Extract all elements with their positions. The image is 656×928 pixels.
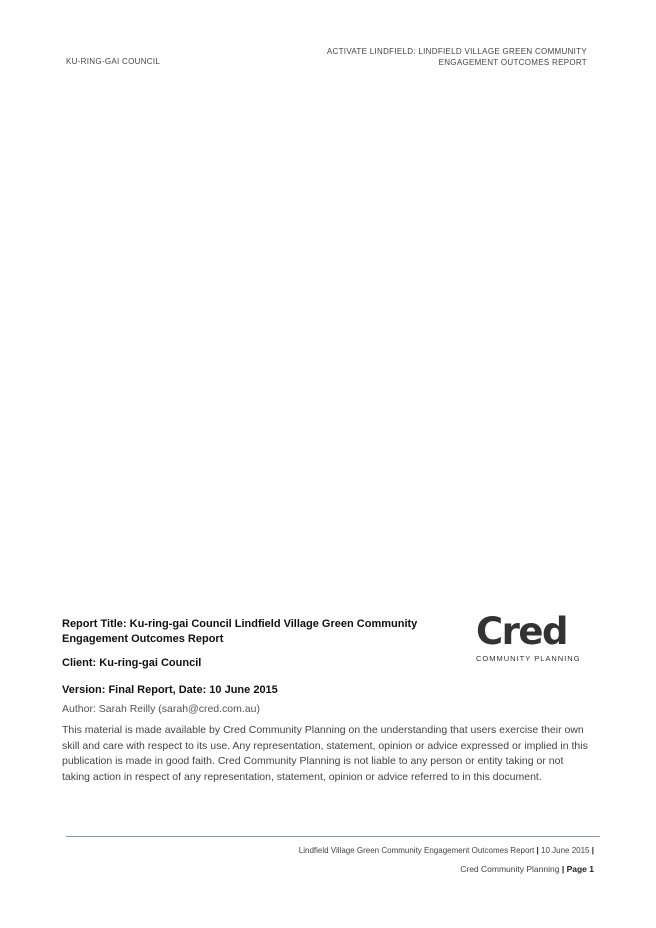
footer-report-name: Lindfield Village Green Community Engagement Outcomes Report: [298, 846, 535, 855]
author-line: Author: Sarah Reilly (sarah@cred.com.au): [62, 703, 260, 715]
header-title-line-1: ACTIVATE LINDFIELD: LINDFIELD VILLAGE GREEN COMMUNITY: [326, 47, 587, 56]
footer-line-1: [299, 846, 594, 855]
client-line: Client: Ku-ring-gai Council: [62, 657, 202, 669]
footer-separator: |: [591, 846, 594, 855]
footer-date: 10 June 2015: [541, 846, 590, 855]
header-report-title: [287, 46, 587, 68]
cred-logo: [476, 612, 586, 663]
footer-separator: |: [561, 864, 565, 874]
footer-line-2: [460, 864, 594, 874]
report-title: Report Title: Ku-ring-gai Council Lindfield Village Green Community Engagement Outcomes Report: [62, 618, 418, 645]
logo-wordmark: Cred: [476, 610, 567, 653]
footer-divider: [66, 836, 600, 837]
footer-organisation: Cred Community Planning: [460, 864, 560, 874]
page-number: Page 1: [566, 864, 594, 874]
disclaimer-paragraph: This material is made available by Cred Community Planning on the understanding that users exercise their own skill and care with respect to its use. Any representation, statement, opinion or advice expressed or implied in this publication is made in good faith. Cred Community Planning is not liable to any person or entity taking or not taking action in respect of any representation, statement, opinion or advice referred to in this document.: [62, 724, 588, 783]
footer-separator: |: [536, 846, 539, 855]
header-council-name: KU-RING-GAI COUNCIL: [66, 57, 161, 66]
logo-subtitle: COMMUNITY PLANNING: [476, 654, 581, 663]
header-title-line-2: ENGAGEMENT OUTCOMES REPORT: [438, 58, 587, 67]
version-line: Version: Final Report, Date: 10 June 2015: [62, 684, 278, 696]
